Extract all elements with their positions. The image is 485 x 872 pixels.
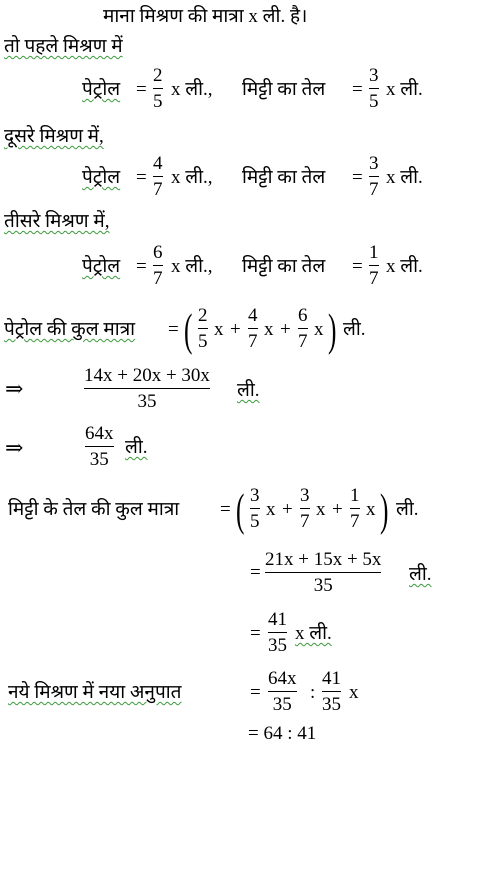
ratio-petrol-fraction xyxy=(268,669,297,714)
numerator: 14x + 20x + 30x xyxy=(84,365,210,386)
plus-sign: + xyxy=(282,499,293,520)
petrol-term-1 xyxy=(198,306,208,351)
denominator: 7 xyxy=(300,511,310,532)
denominator: 35 xyxy=(322,694,341,715)
mixture1-petrol-label: पेट्रोल xyxy=(82,79,121,100)
x-variable: x xyxy=(316,499,326,520)
left-parenthesis: ( xyxy=(236,484,245,535)
mixture2-heading: दूसरे मिश्रण में, xyxy=(4,126,104,147)
denominator: 35 xyxy=(89,449,109,470)
numerator: 6 xyxy=(153,242,163,263)
ratio-result: = 64 : 41 xyxy=(248,723,317,744)
denominator: 5 xyxy=(369,91,379,112)
ratio-oil-fraction xyxy=(322,669,341,714)
denominator: 7 xyxy=(298,331,308,352)
numerator: 6 xyxy=(298,305,308,326)
x-variable: x xyxy=(314,319,324,340)
denominator: 7 xyxy=(350,511,360,532)
unit-text: x ली. xyxy=(386,167,423,188)
denominator: 35 xyxy=(268,635,287,656)
denominator: 35 xyxy=(313,575,333,596)
x-variable: x xyxy=(366,499,376,520)
numerator: 1 xyxy=(369,242,379,263)
numerator: 64x xyxy=(85,423,114,444)
equals-sign: = xyxy=(352,167,363,188)
oil-sum-fraction xyxy=(265,550,381,595)
litre-unit: ली. xyxy=(125,437,148,458)
unit-text: x ली., xyxy=(171,167,213,188)
plus-sign: + xyxy=(280,319,291,340)
right-parenthesis: ) xyxy=(380,484,389,535)
x-variable: x xyxy=(266,499,276,520)
petrol-total-label: पेट्रोल की कुल मात्रा xyxy=(4,319,136,340)
unit-text: x ली. xyxy=(386,256,423,277)
mixture1-oil-fraction xyxy=(369,66,379,111)
left-parenthesis: ( xyxy=(184,304,193,355)
mixture3-heading: तीसरे मिश्रण में, xyxy=(4,211,110,232)
equals-sign: = xyxy=(352,256,363,277)
x-variable: x xyxy=(349,682,359,703)
mixture2-oil-label: मिट्टी का तेल xyxy=(242,167,326,188)
denominator: 5 xyxy=(153,91,163,112)
oil-term-2 xyxy=(300,486,310,531)
page-title: माना मिश्रण की मात्रा x ली. है। xyxy=(103,6,308,27)
mixture2-petrol-label: पेट्रोल xyxy=(82,167,121,188)
oil-result-fraction xyxy=(268,610,287,655)
oil-term-1 xyxy=(250,486,260,531)
litre-unit: ली. xyxy=(343,319,366,340)
denominator: 5 xyxy=(198,331,208,352)
numerator: 3 xyxy=(369,65,379,86)
petrol-term-2 xyxy=(248,306,258,351)
equals-sign: = xyxy=(220,499,231,520)
denominator: 7 xyxy=(153,268,163,289)
mixture1-oil-label: मिट्टी का तेल xyxy=(242,79,326,100)
numerator: 1 xyxy=(350,485,360,506)
mixture3-oil-label: मिट्टी का तेल xyxy=(242,256,326,277)
denominator: 7 xyxy=(248,331,258,352)
colon: : xyxy=(310,682,316,703)
implies-arrow: ⇒ xyxy=(5,376,24,401)
denominator: 35 xyxy=(137,391,157,412)
x-variable: x xyxy=(214,319,224,340)
petrol-result-fraction xyxy=(85,424,114,469)
mixture1-petrol-fraction xyxy=(153,66,163,111)
equals-sign: = xyxy=(352,79,363,100)
unit-text: x ली., xyxy=(171,79,213,100)
numerator: 4 xyxy=(248,305,258,326)
denominator: 7 xyxy=(369,179,379,200)
litre-unit: ली. xyxy=(396,499,419,520)
equals-sign: = xyxy=(168,319,179,340)
petrol-term-3 xyxy=(298,306,308,351)
denominator: 7 xyxy=(153,179,163,200)
plus-sign: + xyxy=(230,319,241,340)
equals-sign: = xyxy=(136,167,147,188)
denominator: 7 xyxy=(369,268,379,289)
numerator: 64x xyxy=(268,668,297,689)
x-variable: x xyxy=(264,319,274,340)
oil-term-3 xyxy=(350,486,360,531)
implies-arrow: ⇒ xyxy=(5,435,24,460)
numerator: 3 xyxy=(300,485,310,506)
numerator: 3 xyxy=(369,153,379,174)
numerator: 3 xyxy=(250,485,260,506)
mixture2-petrol-fraction xyxy=(153,154,163,199)
mixture3-petrol-label: पेट्रोल xyxy=(82,256,121,277)
mixture3-oil-fraction xyxy=(369,243,379,288)
equals-sign: = xyxy=(136,79,147,100)
mixture3-petrol-fraction xyxy=(153,243,163,288)
right-parenthesis: ) xyxy=(328,304,337,355)
mixture2-oil-fraction xyxy=(369,154,379,199)
unit-text: x ली., xyxy=(171,256,213,277)
unit-text: x ली. xyxy=(386,79,423,100)
numerator: 41 xyxy=(322,668,341,689)
numerator: 2 xyxy=(153,65,163,86)
equals-sign: = xyxy=(136,256,147,277)
numerator: 2 xyxy=(198,305,208,326)
denominator: 5 xyxy=(250,511,260,532)
numerator: 21x + 15x + 5x xyxy=(265,549,382,570)
numerator: 41 xyxy=(268,609,287,630)
oil-total-label: मिट्टी के तेल की कुल मात्रा xyxy=(8,499,180,520)
equals-sign: = xyxy=(250,562,261,583)
denominator: 35 xyxy=(272,694,292,715)
mixture1-heading: तो पहले मिश्रण में xyxy=(4,36,123,57)
litre-unit: ली. xyxy=(237,380,260,401)
equals-sign: = xyxy=(250,682,261,703)
ratio-label: नये मिश्रण में नया अनुपात xyxy=(8,682,182,703)
litre-unit: ली. xyxy=(409,564,432,585)
unit-text: x ली. xyxy=(295,623,332,644)
equals-sign: = xyxy=(250,623,261,644)
numerator: 4 xyxy=(153,153,163,174)
plus-sign: + xyxy=(332,499,343,520)
petrol-sum-fraction xyxy=(84,366,210,411)
